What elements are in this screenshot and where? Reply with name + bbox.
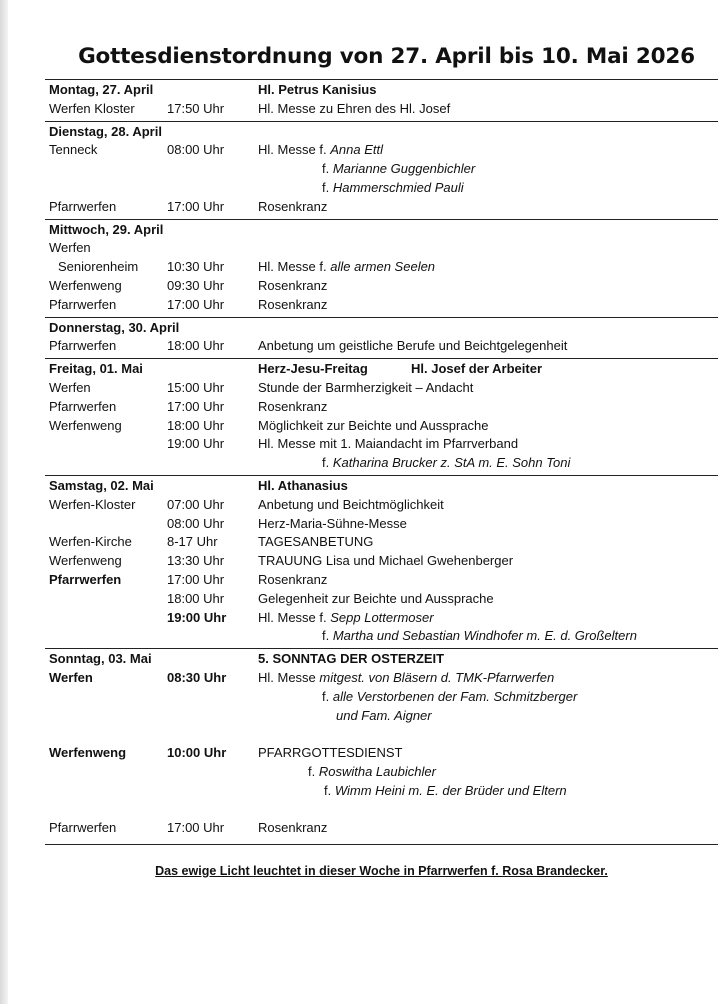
- time-cell: 17:00 Uhr: [167, 296, 225, 312]
- time-cell: 09:30 Uhr: [167, 277, 225, 293]
- day-heading: Samstag, 02. Mai: [49, 477, 154, 493]
- page-edge: [0, 0, 8, 1004]
- event-cell: [258, 81, 376, 100]
- schedule-row: [45, 552, 718, 571]
- time-cell: 10:30 Uhr: [167, 259, 225, 275]
- intention-text: Sepp Lottermoser: [330, 609, 434, 625]
- time-cell: 15:00 Uhr: [167, 379, 225, 395]
- schedule-row: [45, 221, 718, 240]
- place-cell: Werfen: [49, 240, 91, 256]
- event-text: Rosenkranz: [258, 820, 328, 836]
- event-text: f.: [322, 179, 333, 195]
- schedule-row: [45, 100, 718, 119]
- schedule-row: [45, 571, 718, 590]
- day-heading: Dienstag, 28. April: [49, 123, 162, 139]
- event-cell: [258, 496, 444, 515]
- schedule-row: [45, 477, 718, 496]
- day-block: [45, 79, 718, 121]
- place-cell: Pfarrwerfen: [49, 296, 117, 312]
- schedule-row: [45, 319, 718, 338]
- eternal-light-note: Das ewige Licht leuchtet in dieser Woche in Pfarrwerfen f. Rosa Brandecker.: [155, 864, 608, 878]
- schedule-row: [45, 515, 718, 534]
- day-block: [45, 648, 718, 845]
- event-text: Hl. Messe: [258, 669, 320, 685]
- schedule-row: [45, 782, 718, 801]
- event-cell: [258, 669, 554, 688]
- schedule-row: [45, 763, 718, 782]
- event-text: PFARRGOTTESDIENST: [258, 745, 403, 761]
- event-cell: [258, 515, 407, 534]
- page-title: Gottesdienstordnung von 27. April bis 10. Mai 2026: [78, 44, 695, 69]
- event-text: Hl. Petrus Kanisius: [258, 82, 377, 97]
- intention-text: alle armen Seelen: [330, 259, 436, 275]
- event-text: Rosenkranz: [258, 571, 328, 587]
- event-cell: [258, 590, 494, 609]
- schedule-row: [45, 296, 718, 315]
- event-cell: [258, 360, 368, 379]
- day-block: [45, 219, 718, 317]
- place-cell: Werfenweng: [49, 277, 122, 293]
- day-block: [45, 475, 718, 648]
- time-cell: 18:00 Uhr: [167, 417, 225, 433]
- intention-text: und Fam. Aigner: [336, 707, 432, 723]
- intention-text: Anna Ettl: [330, 142, 384, 158]
- event-cell: [308, 763, 436, 782]
- event-text: TRAUUNG Lisa und Michael Gwehenberger: [258, 553, 514, 569]
- schedule-row: [45, 609, 718, 628]
- time-cell: 19:00 Uhr: [167, 609, 227, 625]
- event-cell: [258, 435, 518, 454]
- place-cell: Werfen: [49, 669, 93, 685]
- event-text: f.: [308, 763, 319, 779]
- schedule-row: [45, 669, 718, 688]
- place-cell: Werfenweng: [49, 417, 122, 433]
- event-cell: [258, 417, 489, 436]
- schedule-row: [45, 650, 718, 669]
- event-text: f.: [322, 455, 333, 471]
- place-cell: Pfarrwerfen: [49, 198, 117, 214]
- event-cell: [258, 744, 402, 763]
- event-cell: [258, 477, 348, 496]
- intention-text: mitgest. von Bläsern d. TMK-Pfarrwerfen: [319, 669, 555, 685]
- place-cell: Pfarrwerfen: [49, 571, 122, 587]
- schedule-row: [45, 160, 718, 179]
- event-text: f.: [322, 688, 333, 704]
- place-cell: Werfen Kloster: [49, 100, 135, 116]
- event-text: f.: [322, 161, 333, 177]
- day-block: [45, 121, 718, 219]
- schedule-row: [45, 360, 718, 379]
- spacer-row: [45, 800, 718, 819]
- time-cell: 13:30 Uhr: [167, 553, 225, 569]
- intention-text: Wimm Heini m. E. der Brüder und Eltern: [334, 782, 567, 798]
- event-cell: [324, 782, 567, 801]
- event-cell: [258, 198, 327, 217]
- schedule-row: [45, 141, 718, 160]
- schedule-row: [45, 123, 718, 142]
- schedule-row: [45, 81, 718, 100]
- event-cell: [258, 571, 327, 590]
- event-cell: [258, 277, 327, 296]
- schedule-row: [45, 707, 718, 726]
- event-text: Hl. Athanasius: [258, 477, 348, 493]
- event-cell: [258, 296, 327, 315]
- event-text: Rosenkranz: [258, 398, 328, 414]
- event-text: Rosenkranz: [258, 277, 328, 293]
- day-heading: Sonntag, 03. Mai: [49, 651, 152, 667]
- event-text: Hl. Messe zu Ehren des Hl. Josef: [258, 100, 451, 116]
- event-text: f.: [322, 628, 333, 644]
- place-cell: Werfen: [49, 379, 91, 395]
- event-cell: [258, 100, 450, 119]
- place-cell: Pfarrwerfen: [49, 338, 117, 354]
- time-cell: 8-17 Uhr: [167, 534, 218, 550]
- day-heading: Mittwoch, 29. April: [49, 221, 164, 237]
- event-text: TAGESANBETUNG: [258, 534, 374, 550]
- event-cell: [258, 398, 327, 417]
- time-cell: 08:30 Uhr: [167, 669, 227, 685]
- schedule-row: [45, 533, 718, 552]
- event-cell: [322, 160, 475, 179]
- schedule-row: [45, 258, 718, 277]
- event-text: Anbetung um geistliche Berufe und Beichtgelegenheit: [258, 338, 568, 354]
- schedule-row: [45, 379, 718, 398]
- intention-text: Martha und Sebastian Windhofer m. E. d. Großeltern: [332, 628, 637, 644]
- event-cell: [322, 179, 464, 198]
- schedule-row: [45, 198, 718, 217]
- time-cell: 07:00 Uhr: [167, 496, 225, 512]
- schedule-row: [45, 277, 718, 296]
- place-cell: Tenneck: [49, 142, 98, 158]
- schedule-row: [45, 337, 718, 356]
- event-cell: [258, 258, 435, 277]
- day-block: [45, 358, 718, 475]
- day-heading: Donnerstag, 30. April: [49, 319, 180, 335]
- event-text: Möglichkeit zur Beichte und Aussprache: [258, 417, 489, 433]
- event-text: 5. SONNTAG DER OSTERZEIT: [258, 651, 445, 667]
- event-cell: [258, 552, 513, 571]
- intention-text: Marianne Guggenbichler: [332, 161, 476, 177]
- event-text: Anbetung und Beichtmöglichkeit: [258, 496, 444, 512]
- time-cell: 08:00 Uhr: [167, 515, 225, 531]
- schedule-row: [45, 744, 718, 763]
- feast-name: Hl. Josef der Arbeiter: [411, 361, 543, 377]
- event-cell: [336, 707, 432, 726]
- event-cell: [322, 627, 637, 646]
- event-cell: [258, 141, 383, 160]
- schedule-row: [45, 435, 718, 454]
- day-heading: Freitag, 01. Mai: [49, 361, 143, 377]
- schedule-row: [45, 179, 718, 198]
- schedule-row: [45, 239, 718, 258]
- time-cell: 10:00 Uhr: [167, 745, 227, 761]
- event-text: Hl. Messe f.: [258, 609, 331, 625]
- place-cell: Werfen-Kirche: [49, 534, 132, 550]
- place-cell: Werfen-Kloster: [49, 496, 136, 512]
- schedule-row: [45, 627, 718, 646]
- time-cell: 17:00 Uhr: [167, 571, 225, 587]
- time-cell: 17:00 Uhr: [167, 820, 225, 836]
- spacer-row: [45, 725, 718, 744]
- time-cell: 18:00 Uhr: [167, 338, 225, 354]
- intention-text: Hammerschmied Pauli: [332, 179, 464, 195]
- place-cell: Werfenweng: [49, 745, 127, 761]
- day-heading: Montag, 27. April: [49, 82, 154, 97]
- time-cell: 17:00 Uhr: [167, 398, 225, 414]
- intention-text: Katharina Brucker z. StA m. E. Sohn Toni: [332, 455, 571, 471]
- event-cell: [258, 650, 444, 669]
- intention-text: alle Verstorbenen der Fam. Schmitzberger: [332, 688, 578, 704]
- place-cell: Pfarrwerfen: [49, 398, 117, 414]
- event-text: Hl. Messe mit 1. Maiandacht im Pfarrverband: [258, 436, 519, 452]
- time-cell: 19:00 Uhr: [167, 436, 225, 452]
- event-text: Rosenkranz: [258, 296, 328, 312]
- schedule-row: [45, 398, 718, 417]
- schedule-row: [45, 417, 718, 436]
- time-cell: 17:50 Uhr: [167, 100, 225, 116]
- event-cell: [258, 533, 373, 552]
- event-cell: [258, 819, 327, 838]
- event-text: Rosenkranz: [258, 198, 328, 214]
- event-text: Gelegenheit zur Beichte und Aussprache: [258, 590, 494, 606]
- event-cell: [258, 379, 473, 398]
- event-text: Hl. Messe f.: [258, 259, 331, 275]
- time-cell: 08:00 Uhr: [167, 142, 225, 158]
- schedule-row: [45, 688, 718, 707]
- day-block: [45, 317, 718, 359]
- event-cell: [258, 609, 434, 628]
- schedule-row: [45, 454, 718, 473]
- schedule-row: [45, 590, 718, 609]
- place-cell: Pfarrwerfen: [49, 820, 117, 836]
- schedule-row: [45, 496, 718, 515]
- place-cell: Werfenweng: [49, 553, 122, 569]
- event-text: Hl. Messe f.: [258, 142, 331, 158]
- event-cell: [322, 454, 570, 473]
- place-cell: Seniorenheim: [58, 259, 139, 275]
- event-cell: [258, 337, 567, 356]
- event-text: Herz-Maria-Sühne-Messe: [258, 515, 407, 531]
- time-cell: 18:00 Uhr: [167, 590, 225, 606]
- event-text: Herz-Jesu-Freitag: [258, 361, 368, 377]
- time-cell: 17:00 Uhr: [167, 198, 225, 214]
- event-text: f.: [324, 782, 335, 798]
- schedule-row: [45, 819, 718, 838]
- event-text: Stunde der Barmherzigkeit – Andacht: [258, 379, 474, 395]
- schedule-table: [45, 79, 718, 845]
- intention-text: Roswitha Laubichler: [318, 763, 436, 779]
- event-cell: [322, 688, 577, 707]
